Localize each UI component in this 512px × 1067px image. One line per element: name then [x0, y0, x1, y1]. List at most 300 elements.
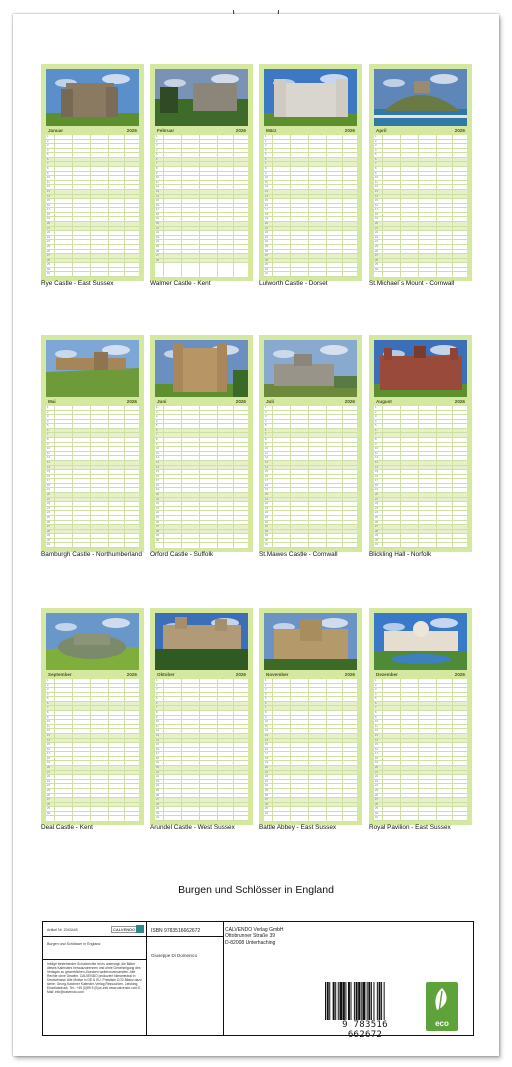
day-number: 2 — [265, 410, 267, 414]
day-number: 1 — [156, 406, 158, 409]
castle-photo — [264, 340, 357, 397]
day-number: 13 — [375, 733, 378, 737]
day-number: 4 — [156, 692, 158, 696]
day-number: 11 — [265, 724, 268, 728]
day-number: 25 — [265, 788, 268, 792]
imprint-subtitle: Burgen und Schlösser in England — [47, 942, 101, 946]
day-number: 13 — [265, 189, 268, 193]
day-number: 5 — [375, 697, 377, 701]
day-number: 4 — [375, 692, 377, 696]
day-number: 21 — [156, 497, 159, 501]
day-number: 6 — [156, 701, 158, 705]
day-number: 27 — [156, 525, 159, 529]
day-number: 24 — [265, 511, 268, 515]
day-number: 12 — [156, 185, 159, 189]
day-number: 12 — [47, 185, 50, 189]
day-number: 6 — [375, 428, 377, 432]
castle-photo — [374, 340, 467, 397]
publisher-name: CALVENDO Verlag GmbH — [225, 927, 284, 933]
month-year: 2026 — [344, 128, 355, 133]
photo-caption: Orford Castle - Suffolk — [150, 551, 214, 558]
day-number: 1 — [265, 135, 267, 138]
day-number: 28 — [47, 802, 50, 806]
day-number: 2 — [156, 139, 158, 143]
grid-column-line — [382, 135, 383, 277]
day-number: 20 — [265, 766, 268, 770]
day-number: 12 — [375, 185, 378, 189]
day-number: 7 — [265, 162, 267, 166]
day-number: 24 — [265, 784, 268, 788]
day-number: 23 — [265, 235, 268, 239]
grid-column-line — [199, 679, 200, 821]
month-name: Oktober — [157, 672, 175, 677]
day-number: 29 — [375, 263, 378, 267]
grid-column-line — [452, 679, 453, 821]
photo-caption: St.Mawes Castle - Cornwall — [259, 551, 338, 558]
calvendo-logo: CALVENDO — [113, 927, 136, 932]
day-row — [264, 272, 357, 277]
day-number: 28 — [47, 258, 50, 262]
day-number: 5 — [375, 424, 377, 428]
month-name: September — [48, 672, 72, 677]
day-number: 17 — [47, 208, 50, 212]
day-number: 8 — [265, 438, 267, 442]
day-number: 4 — [47, 419, 49, 423]
day-grid — [155, 135, 248, 277]
day-number: 10 — [265, 720, 268, 724]
day-number: 15 — [375, 743, 378, 747]
day-grid — [155, 679, 248, 821]
month-header — [155, 397, 248, 406]
day-number: 5 — [375, 153, 377, 157]
day-number: 17 — [375, 208, 378, 212]
day-number: 21 — [47, 497, 50, 501]
castle-photo — [155, 340, 248, 397]
grid-column-line — [436, 679, 437, 821]
castle-photo — [46, 340, 139, 397]
day-number: 9 — [265, 715, 267, 719]
day-number: 6 — [156, 157, 158, 161]
photo-caption: Lulworth Castle - Dorset — [259, 280, 328, 287]
day-number: 19 — [47, 217, 50, 221]
day-number: 7 — [265, 433, 267, 437]
day-number: 14 — [156, 465, 159, 469]
day-number: 9 — [47, 442, 49, 446]
publisher-city: D-82008 Unterhaching — [225, 939, 276, 946]
day-number: 6 — [156, 428, 158, 432]
day-number: 29 — [47, 263, 50, 267]
day-number: 30 — [156, 538, 159, 542]
leaf-icon — [433, 986, 451, 1014]
day-number: 7 — [156, 433, 158, 437]
grid-column-line — [217, 679, 218, 821]
day-number: 19 — [375, 217, 378, 221]
day-number: 25 — [47, 788, 50, 792]
grid-column-line — [308, 406, 309, 548]
day-number: 8 — [375, 711, 377, 715]
day-number: 19 — [375, 761, 378, 765]
grid-column-line — [163, 679, 164, 821]
day-number: 9 — [265, 442, 267, 446]
day-number: 31 — [156, 816, 159, 820]
day-number: 21 — [265, 770, 268, 774]
day-number: 7 — [156, 162, 158, 166]
day-number: 18 — [375, 212, 378, 216]
day-number: 19 — [156, 761, 159, 765]
castle-photo — [46, 613, 139, 670]
castle-photo — [155, 613, 248, 670]
day-number: 12 — [265, 729, 268, 733]
day-number: 25 — [375, 788, 378, 792]
day-number: 9 — [375, 442, 377, 446]
calendar-title: Burgen und Schlösser in England — [178, 884, 334, 896]
day-number: 27 — [375, 798, 378, 802]
day-number: 31 — [265, 543, 268, 547]
month-year: 2026 — [454, 128, 465, 133]
month-card — [369, 608, 472, 825]
day-number: 16 — [265, 747, 268, 751]
month-name: März — [266, 128, 277, 133]
day-grid — [264, 679, 357, 821]
day-number: 9 — [47, 715, 49, 719]
day-number: 12 — [156, 456, 159, 460]
month-year: 2026 — [235, 672, 246, 677]
day-number: 5 — [265, 153, 267, 157]
grid-column-line — [124, 679, 125, 821]
day-number: 28 — [156, 258, 159, 262]
grid-column-line — [90, 679, 91, 821]
day-number: 17 — [156, 752, 159, 756]
day-number: 18 — [156, 212, 159, 216]
day-number: 25 — [47, 244, 50, 248]
grid-column-line — [436, 135, 437, 277]
day-grid — [374, 679, 467, 821]
day-number: 9 — [375, 171, 377, 175]
day-number: 22 — [156, 775, 159, 779]
grid-column-line — [418, 406, 419, 548]
imprint-column-left — [43, 922, 147, 1035]
day-number: 2 — [156, 410, 158, 414]
month-year: 2026 — [126, 672, 137, 677]
day-number: 8 — [265, 167, 267, 171]
day-number: 13 — [265, 733, 268, 737]
day-number: 27 — [47, 798, 50, 802]
photo-caption: Battle Abbey - East Sussex — [259, 824, 337, 831]
day-number: 1 — [156, 679, 158, 682]
day-number: 9 — [156, 171, 158, 175]
day-number: 26 — [375, 249, 378, 253]
day-number: 18 — [156, 483, 159, 487]
day-number: 18 — [375, 756, 378, 760]
grid-column-line — [163, 406, 164, 548]
day-number: 29 — [265, 263, 268, 267]
day-number: 11 — [375, 724, 378, 728]
day-number: 2 — [47, 139, 49, 143]
day-number: 6 — [47, 157, 49, 161]
day-number: 8 — [47, 711, 49, 715]
photo-caption: Royal Pavilion - East Sussex — [369, 824, 451, 831]
grid-column-line — [290, 679, 291, 821]
month-card — [259, 335, 362, 552]
day-number: 9 — [265, 171, 267, 175]
grid-column-line — [90, 135, 91, 277]
day-number: 2 — [156, 683, 158, 687]
day-number: 2 — [265, 139, 267, 143]
grid-column-line — [217, 406, 218, 548]
day-number: 22 — [265, 231, 268, 235]
day-number: 5 — [265, 424, 267, 428]
day-number: 11 — [265, 180, 268, 184]
castle-photo — [374, 69, 467, 126]
day-number: 2 — [265, 683, 267, 687]
day-number: 17 — [265, 752, 268, 756]
day-number: 23 — [47, 779, 50, 783]
day-number: 13 — [47, 460, 50, 464]
day-number: 20 — [156, 766, 159, 770]
month-card — [41, 64, 144, 281]
grid-column-line — [326, 135, 327, 277]
day-number: 21 — [156, 770, 159, 774]
day-number: 23 — [375, 506, 378, 510]
day-number: 22 — [156, 231, 159, 235]
divider-vertical — [223, 922, 224, 1035]
day-number: 14 — [375, 194, 378, 198]
day-number: 3 — [265, 144, 267, 148]
day-number: 30 — [265, 267, 268, 271]
day-number: 23 — [375, 779, 378, 783]
photo-caption: Bamburgh Castle - Northumberland — [41, 551, 142, 558]
day-number: 20 — [375, 766, 378, 770]
day-number: 15 — [265, 470, 268, 474]
day-grid — [46, 135, 139, 277]
grid-column-line — [418, 135, 419, 277]
day-number: 22 — [375, 502, 378, 506]
day-number: 18 — [47, 756, 50, 760]
day-number: 31 — [47, 272, 50, 276]
day-number: 1 — [265, 679, 267, 682]
month-header — [374, 126, 467, 135]
grid-column-line — [452, 406, 453, 548]
day-number: 15 — [47, 470, 50, 474]
day-row — [374, 268, 467, 273]
day-number: 16 — [265, 203, 268, 207]
month-card — [369, 64, 472, 281]
day-row — [264, 812, 357, 817]
photo-caption: Blickling Hall - Norfolk — [369, 551, 432, 558]
day-number: 7 — [375, 706, 377, 710]
month-header — [374, 670, 467, 679]
day-number: 3 — [156, 415, 158, 419]
grid-column-line — [418, 679, 419, 821]
day-number: 24 — [47, 511, 50, 515]
day-number: 13 — [47, 189, 50, 193]
day-row — [374, 816, 467, 821]
day-number: 1 — [265, 406, 267, 409]
day-number: 18 — [265, 756, 268, 760]
day-number: 19 — [156, 488, 159, 492]
day-number: 25 — [156, 244, 159, 248]
day-number: 20 — [47, 222, 50, 226]
day-number: 6 — [375, 701, 377, 705]
day-number: 12 — [265, 456, 268, 460]
day-number: 27 — [265, 525, 268, 529]
day-number: 28 — [265, 258, 268, 262]
day-number: 15 — [47, 199, 50, 203]
day-number: 11 — [47, 451, 50, 455]
day-number: 10 — [156, 447, 159, 451]
divider — [43, 959, 147, 960]
day-number: 13 — [156, 189, 159, 193]
day-number: 27 — [156, 254, 159, 258]
day-number: 16 — [375, 474, 378, 478]
day-number: 31 — [265, 272, 268, 276]
month-header — [46, 126, 139, 135]
day-number: 26 — [47, 249, 50, 253]
day-number: 13 — [265, 460, 268, 464]
day-number: 1 — [47, 135, 49, 138]
month-card — [259, 64, 362, 281]
grid-column-line — [217, 135, 218, 277]
day-number: 12 — [375, 729, 378, 733]
grid-column-line — [54, 679, 55, 821]
grid-column-line — [290, 135, 291, 277]
day-number: 3 — [265, 415, 267, 419]
month-header — [155, 670, 248, 679]
day-number: 4 — [47, 692, 49, 696]
month-year: 2026 — [454, 399, 465, 404]
day-number: 2 — [375, 683, 377, 687]
day-number: 12 — [156, 729, 159, 733]
day-number: 19 — [156, 217, 159, 221]
day-number: 21 — [47, 770, 50, 774]
day-number: 26 — [375, 520, 378, 524]
author: Giuseppe Di Domenico — [151, 953, 198, 958]
day-number: 24 — [156, 784, 159, 788]
day-number: 5 — [47, 153, 49, 157]
day-number: 3 — [47, 415, 49, 419]
day-number: 29 — [47, 534, 50, 538]
month-year: 2026 — [344, 399, 355, 404]
day-number: 21 — [265, 497, 268, 501]
grid-column-line — [272, 135, 273, 277]
month-header — [264, 397, 357, 406]
day-number: 31 — [375, 816, 378, 820]
day-number: 20 — [265, 493, 268, 497]
month-name: Juli — [266, 399, 274, 404]
day-number: 19 — [375, 488, 378, 492]
month-card — [41, 335, 144, 552]
day-number: 21 — [156, 226, 159, 230]
day-number: 12 — [47, 729, 50, 733]
day-number: 1 — [47, 679, 49, 682]
day-number: 7 — [375, 162, 377, 166]
day-number: 24 — [375, 784, 378, 788]
day-number: 8 — [47, 167, 49, 171]
grid-column-line — [181, 135, 182, 277]
day-number: 24 — [47, 784, 50, 788]
day-number: 11 — [47, 180, 50, 184]
month-name: Dezember — [376, 672, 398, 677]
day-number: 10 — [156, 720, 159, 724]
legal-notice: Infolge bestehender Schutzrechte ist es untersagt, die Bilder dieses Kalenders herauszutrennen und ohne Genehmigung des Verlages zu gewerblichen Zwecken weiterzuverwenden. Alle Rechte ohne Gewähr. CALVENDO produziert klimaneutral in Deutschland. Alle Motive in DE & EU. Preisliste CO2-Bilanz dazu siehe: Georg-Kalchner Kalender-Verlag Ressourcen, Leistung, Einzelabdruck. Tel.: +49 (0)89 5 (0)ce-info www.calvendo.com E-Mail: info@calvendo.com — [47, 962, 142, 994]
article-number: Artikel Nr. 2043445 — [47, 928, 78, 932]
grid-column-line — [308, 135, 309, 277]
day-number: 30 — [47, 267, 50, 271]
day-number: 1 — [375, 406, 377, 409]
day-number: 16 — [375, 203, 378, 207]
day-number: 6 — [47, 701, 49, 705]
day-number: 30 — [47, 538, 50, 542]
day-number: 7 — [47, 433, 49, 437]
day-number: 29 — [375, 807, 378, 811]
month-card — [41, 608, 144, 825]
grid-column-line — [382, 406, 383, 548]
day-number: 11 — [156, 724, 159, 728]
grid-column-line — [54, 135, 55, 277]
day-number: 8 — [47, 438, 49, 442]
day-number: 7 — [265, 706, 267, 710]
grid-column-line — [163, 135, 164, 277]
day-number: 8 — [156, 711, 158, 715]
day-number: 22 — [47, 231, 50, 235]
day-number: 30 — [47, 811, 50, 815]
day-number: 13 — [156, 733, 159, 737]
day-number: 17 — [375, 479, 378, 483]
day-number: 14 — [375, 738, 378, 742]
day-number: 8 — [156, 438, 158, 442]
day-number: 15 — [265, 199, 268, 203]
grid-column-line — [72, 679, 73, 821]
day-number: 10 — [47, 176, 50, 180]
month-name: Februar — [157, 128, 175, 133]
day-number: 10 — [375, 176, 378, 180]
day-number: 22 — [375, 231, 378, 235]
day-number: 15 — [156, 199, 159, 203]
day-number: 5 — [47, 697, 49, 701]
day-number: 22 — [156, 502, 159, 506]
day-number: 16 — [375, 747, 378, 751]
day-number: 6 — [265, 701, 267, 705]
day-number: 12 — [265, 185, 268, 189]
day-row — [264, 543, 357, 548]
grid-column-line — [272, 679, 273, 821]
day-number: 24 — [265, 240, 268, 244]
day-number: 2 — [375, 410, 377, 414]
day-number: 17 — [375, 752, 378, 756]
grid-column-line — [452, 135, 453, 277]
month-card — [150, 64, 253, 281]
day-number: 25 — [375, 515, 378, 519]
day-number: 22 — [47, 775, 50, 779]
grid-column-line — [181, 406, 182, 548]
day-number: 5 — [265, 697, 267, 701]
day-number: 19 — [265, 217, 268, 221]
day-number: 26 — [156, 520, 159, 524]
grid-column-line — [308, 679, 309, 821]
day-number: 27 — [265, 254, 268, 258]
day-number: 15 — [265, 743, 268, 747]
day-number: 14 — [47, 194, 50, 198]
day-number: 15 — [375, 470, 378, 474]
day-number: 30 — [156, 811, 159, 815]
day-number: 18 — [47, 212, 50, 216]
month-card — [150, 335, 253, 552]
month-header — [46, 397, 139, 406]
day-number: 29 — [265, 534, 268, 538]
month-year: 2026 — [126, 399, 137, 404]
day-grid — [374, 135, 467, 277]
day-number: 19 — [47, 488, 50, 492]
